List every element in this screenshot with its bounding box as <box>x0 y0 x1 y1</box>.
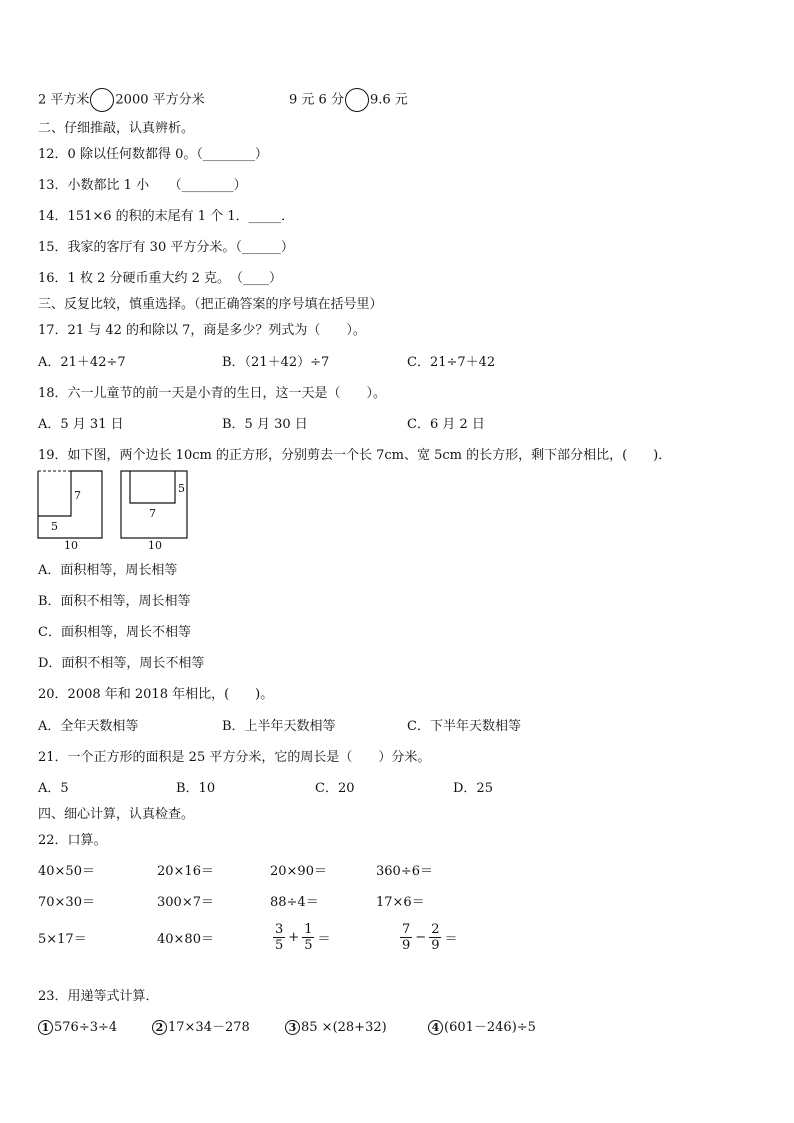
calc-r2-c1: 70×30＝ <box>38 895 95 910</box>
question-21-stem: 21．一个正方形的面积是 25 平方分米，它的周长是（ ）分米。 <box>38 750 431 765</box>
q19-figure-2 <box>119 468 191 552</box>
q21-option-c: C．20 <box>315 781 355 796</box>
q19-option-b: B．面积不相等，周长相等 <box>38 594 191 609</box>
q19-option-a: A．面积相等，周长相等 <box>38 563 178 578</box>
section4-title: 四、细心计算，认真检查。 <box>38 807 195 822</box>
fig1-remaining-shape <box>38 471 102 538</box>
q23-item-4 <box>428 1019 536 1037</box>
fig2-cut-outline <box>130 471 175 503</box>
fraction-expression-1: $\frac{3}{5}$ + $\frac{1}{5}$ ＝ <box>275 922 331 953</box>
question-14: 14．151×6 的积的末尾有 1 个 1．_____． <box>38 209 295 224</box>
q19-option-c: C．面积相等，周长不相等 <box>38 625 191 640</box>
q21-option-d: D．25 <box>453 781 493 796</box>
q23-item-2 <box>152 1019 250 1037</box>
fraction-expression-2: $\frac{7}{9}$ − $\frac{2}{9}$ ＝ <box>402 922 458 953</box>
q20-option-c: C．下半年天数相等 <box>407 719 521 734</box>
q19-option-d: D．面积不相等，周长不相等 <box>38 656 205 671</box>
compare-b-left: 9 元 6 分 <box>289 92 344 108</box>
calc-r2-c3: 88÷4＝ <box>270 895 319 910</box>
q23-expr-1: 576÷3÷4 <box>54 1020 118 1035</box>
fig1-label-10: 10 <box>64 539 78 552</box>
item-number-circle: 3 <box>285 1020 300 1035</box>
calc-r2-c2: 300×7＝ <box>157 895 214 910</box>
q17-option-b: B．（21＋42）÷7 <box>222 355 330 370</box>
q19-figure-1 <box>36 468 108 552</box>
q17-option-c: C．21÷7＋42 <box>407 355 496 370</box>
compare-line-b <box>289 88 408 112</box>
calc-r1-c4: 360÷6＝ <box>376 864 433 879</box>
calc-r3-c2: 40×80＝ <box>157 932 214 947</box>
question-23-stem: 23．用递等式计算． <box>38 989 159 1004</box>
compare-a-circle[interactable] <box>90 88 114 112</box>
section3-title: 三、反复比较，慎重选择。（把正确答案的序号填在括号里） <box>38 297 383 312</box>
question-16: 16．1 枚 2 分硬币重大约 2 克。 （____） <box>38 271 283 286</box>
calc-r1-c2: 20×16＝ <box>157 864 214 879</box>
fraction-2-9: $\frac{2}{9}$ <box>431 922 440 953</box>
fig1-label-5: 5 <box>51 520 58 533</box>
q21-option-a: A．5 <box>38 781 69 796</box>
calc-r2-c4: 17×6＝ <box>376 895 425 910</box>
question-20-stem: 20．2008 年和 2018 年相比，( )。 <box>38 687 274 702</box>
compare-line-a <box>38 88 205 112</box>
q23-expr-2: 17×34－278 <box>168 1020 250 1035</box>
item-number-circle: 1 <box>38 1020 53 1035</box>
question-17-stem: 17．21 与 42 的和除以 7，商是多少？列式为（ ）。 <box>38 323 366 338</box>
q23-expr-4: (601－246)÷5 <box>444 1020 536 1035</box>
q20-option-a: A．全年天数相等 <box>38 719 139 734</box>
fraction-3-5: $\frac{3}{5}$ <box>275 922 284 953</box>
q23-expr-3: 85 ×(28+32) <box>301 1020 387 1035</box>
section2-title: 二、仔细推敲，认真辨析。 <box>38 121 195 136</box>
compare-a-left: 2 平方米 <box>38 92 90 108</box>
calc-r1-c3: 20×90＝ <box>270 864 327 879</box>
calc-r1-c1: 40×50＝ <box>38 864 95 879</box>
q21-option-b: B．10 <box>176 781 216 796</box>
question-22-stem: 22．口算。 <box>38 833 107 848</box>
q17-option-a: A．21＋42÷7 <box>38 355 126 370</box>
compare-b-circle[interactable] <box>345 88 369 112</box>
q18-option-a: A．5 月 31 日 <box>38 417 124 432</box>
q23-item-3 <box>285 1019 387 1037</box>
q18-option-c: C．6 月 2 日 <box>407 417 485 432</box>
question-18-stem: 18．六一儿童节的前一天是小青的生日，这一天是（ ）。 <box>38 386 387 401</box>
fig2-label-5: 5 <box>178 482 185 495</box>
fraction-7-9: $\frac{7}{9}$ <box>402 922 411 953</box>
question-13: 13．小数都比 1 小 （________） <box>38 178 247 193</box>
fig1-cut-outline <box>38 471 71 516</box>
q18-option-b: B．5 月 30 日 <box>222 417 308 432</box>
compare-b-right: 9.6 元 <box>369 92 408 108</box>
question-19-stem: 19．如下图，两个边长 10cm 的正方形，分别剪去一个长 7cm、宽 5cm 的长方形，剩下部分相比，( )． <box>38 448 672 463</box>
fig2-label-7: 7 <box>149 507 156 520</box>
calc-r3-c1: 5×17＝ <box>38 932 87 947</box>
fig1-label-7: 7 <box>74 489 81 502</box>
fig2-label-10: 10 <box>148 539 162 552</box>
item-number-circle: 2 <box>152 1020 167 1035</box>
compare-a-right: 2000 平方分米 <box>115 92 205 108</box>
q20-option-b: B．上半年天数相等 <box>222 719 336 734</box>
q23-item-1 <box>38 1019 117 1037</box>
question-15: 15．我家的客厅有 30 平方分米。（______） <box>38 240 294 255</box>
question-12: 12．0 除以任何数都得 0。（________） <box>38 147 268 162</box>
fraction-1-5: $\frac{1}{5}$ <box>304 922 313 953</box>
item-number-circle: 4 <box>428 1020 443 1035</box>
